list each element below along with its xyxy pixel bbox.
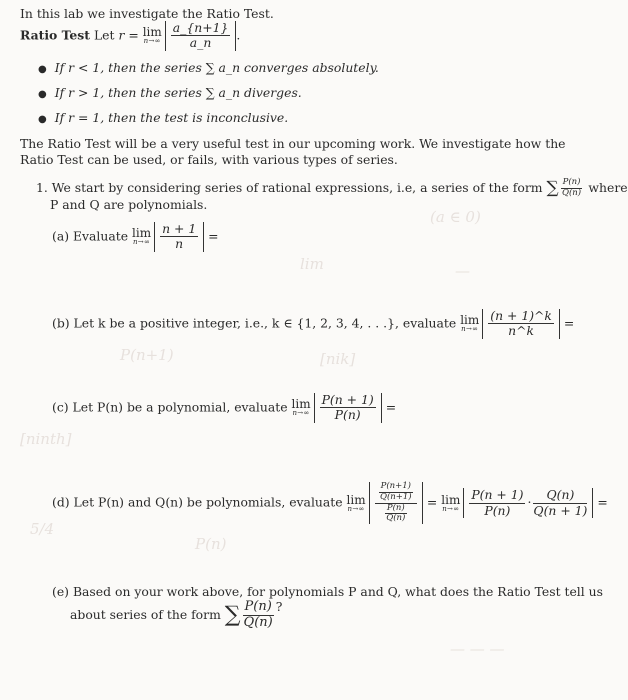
question-1-where: where [588,179,628,195]
part-c-label: (c) Let P(n) be a polynomial, evaluate [52,399,288,415]
limit-operator: lim n→∞ [142,25,162,46]
ratio-fraction [171,21,231,51]
part-d-fraction-p: $\frac{P(n + 1)}{P(n)}$ [471,487,524,518]
question-number: 1. [36,179,48,195]
part-c-equals: = [385,399,397,415]
part-d-abs-compound [369,482,423,524]
r-symbol: r [118,27,125,43]
part-a [52,222,219,252]
part-e-question-mark: ? [275,599,283,614]
ratio-test-label: Ratio Test [20,27,90,43]
part-d-abs-product [463,488,593,518]
part-e-text: about series of the form [70,607,221,622]
sum-symbol: ∑ [546,178,559,199]
question-1-line2: P and Q are polynomials. [50,197,208,212]
bullet-icon: ● [38,114,47,125]
part-d-top-fraction: $\frac{P(n+1)}{Q(n+1)}$ [379,481,412,502]
part-c [52,393,396,423]
part-a-abs [154,222,204,252]
paragraph-text: The Ratio Test will be a very useful test in our upcoming work. We investigate how the Ratio Test can be used, or fails, with various types of series. [20,136,566,168]
part-b-fraction: $\frac{(n + 1)\^{}k}{n\^{}k}$ [490,308,552,339]
ratio-abs-value [165,21,237,51]
part-d-bottom-fraction: $\frac{P(n)}{Q(n)}$ [386,502,406,524]
ratio-test-definition [20,21,240,51]
intro-text: In this lab we investigate the Ratio Test. [20,6,274,21]
limit-operator: lim n→∞ [460,313,480,334]
let-text: Let [93,27,115,43]
part-c-abs [314,393,382,423]
part-e-line2 [70,600,282,631]
ratio-denominator: a_n [189,35,212,51]
part-c-fraction: $\frac{P(n + 1)}{P(n)}$ [321,392,374,423]
part-d-compound-fraction [375,482,417,524]
bullet-icon: ● [38,64,47,75]
ratio-numerator: a_{n+1} [172,20,229,35]
part-d-equals-1: = [426,494,438,510]
part-a-label: (a) Evaluate [52,228,129,244]
equals-sign: = [128,27,139,43]
part-b-abs [482,309,560,339]
product-dot: · [527,494,532,510]
part-a-equals: = [208,228,219,244]
limit-operator: lim n→∞ [132,226,152,247]
part-d-fraction-q: $\frac{Q(n)}{Q(n + 1)}$ [533,487,588,518]
limit-operator: lim n→∞ [291,397,311,418]
limit-operator: lim n→∞ [441,492,461,513]
bullet-diverges: ● If r > 1, then the series ∑ a_n diverges. [38,85,302,100]
part-b-label: (b) Let k be a positive integer, i.e., k ∈ {1, 2, 3, 4, . . .}, evaluate [52,315,457,331]
pq-fraction: $\frac{P(n)}{Q(n)}$ [562,177,582,198]
definition-period: . [236,27,241,43]
question-1 [36,178,628,199]
part-a-fraction: $\frac{n + 1}{n}$ [162,221,197,252]
bullet-icon: ● [38,89,47,100]
part-e-line1: (e) Based on your work above, for polynomials P and Q, what does the Ratio Test tell us [52,584,604,599]
part-d-label: (d) Let P(n) and Q(n) be polynomials, evaluate [52,494,343,510]
question-1-text: We start by considering series of rational expressions, i.e, a series of the form [51,179,543,195]
part-b-equals: = [563,315,575,331]
part-d [52,482,608,524]
sum-symbol: ∑ [224,602,241,628]
part-b [52,309,574,339]
part-d-equals-2: = [597,494,608,510]
bullet-inconclusive: ● If r = 1, then the test is inconclusive. [38,110,289,125]
bullet-converges: ● If r < 1, then the series ∑ a_n converges absolutely. [38,60,379,75]
limit-operator: lim n→∞ [346,492,366,513]
part-e-fraction: $\frac{P(n)}{Q(n)}$ [243,599,273,630]
